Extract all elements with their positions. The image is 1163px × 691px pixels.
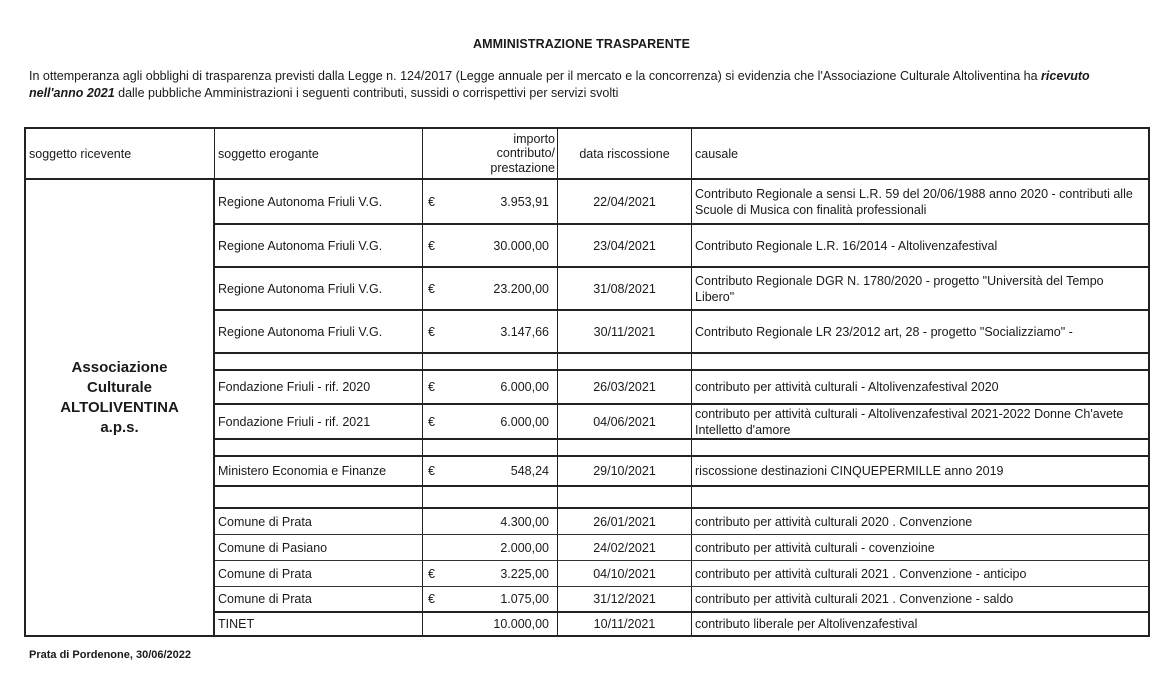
header-importo-line2: contributo/ [496,146,555,161]
table-row [215,561,1148,587]
table-row-spacer [215,440,1148,457]
cell-causale: Contributo Regionale L.R. 16/2014 - Altolivenzafestival [695,238,998,253]
cell-erogante: Comune di Prata [215,509,423,534]
cell-importo [423,268,558,309]
cell-erogante [215,440,423,455]
euro-symbol: € [428,592,435,606]
cell-causale: Contributo Regionale LR 23/2012 art, 28 - progetto "Socializziamo" - [695,324,1073,339]
recipient-cell [26,180,215,635]
table-row [215,405,1148,440]
cell-erogante: Comune di Prata [215,561,423,586]
cell-causale: riscossione destinazioni CINQUEPERMILLE anno 2019 [695,464,1004,478]
amount: 6.000,00 [500,414,549,429]
contributions-table [24,127,1150,637]
cell-causale: contributo liberale per Altolivenzafestival [695,617,918,631]
amount: 3.225,00 [500,566,549,581]
cell-causale: contributo per attività culturali - Altolivenzafestival 2021-2022 Donne Ch'avete Intelletto d'amore [695,406,1124,437]
cell-data: 24/02/2021 [558,535,692,560]
cell-erogante: Regione Autonoma Friuli V.G. [215,225,423,266]
cell-importo [423,311,558,352]
cell-causale: contributo per attività culturali - Altolivenzafestival 2020 [695,380,999,394]
recipient-line2: Culturale [86,378,152,396]
cell-data: 26/01/2021 [558,509,692,534]
cell-causale: contributo per attività culturali 2021 . Convenzione - saldo [695,592,1014,606]
euro-symbol: € [428,566,435,581]
header-importo-line3: prestazione [490,160,555,175]
header-importo-line1: importo [513,131,555,146]
intro-text: In ottemperanza agli obblighi di trasparenza previsti dalla Legge n. 124/2017 (Legge annuale per il mercato e la concorrenza) si evidenzia che l'Associazione Culturale Altoliventina ha [29,69,1042,83]
cell-erogante: Regione Autonoma Friuli V.G. [215,180,423,223]
cell-data [558,440,692,455]
cell-importo [423,225,558,266]
place-date-footer: Prata di Pordenone, 30/06/2022 [29,649,192,661]
euro-symbol: € [428,464,435,478]
cell-erogante [215,487,423,507]
cell-importo [423,487,558,507]
table-row [215,613,1148,635]
euro-symbol: € [428,380,435,394]
euro-symbol: € [428,281,435,296]
cell-causale: contributo per attività culturali 2021 . Convenzione - anticipo [695,566,1027,581]
cell-data: 31/12/2021 [558,587,692,611]
table-row [215,509,1148,535]
euro-symbol: € [428,414,435,429]
intro-paragraph [29,68,1139,102]
cell-data: 31/08/2021 [558,268,692,309]
amount: 4.300,00 [500,514,549,529]
table-row [215,457,1148,487]
cell-data: 22/04/2021 [558,180,692,223]
cell-erogante: Regione Autonoma Friuli V.G. [215,311,423,352]
header-erogante: soggetto erogante [215,129,423,180]
cell-importo [423,405,558,438]
cell-erogante: Comune di Prata [215,587,423,611]
cell-erogante [215,354,423,369]
cell-erogante: Regione Autonoma Friuli V.G. [215,268,423,309]
table-row [215,371,1148,405]
table-row-spacer [215,487,1148,509]
cell-data: 29/10/2021 [558,457,692,485]
table-row-spacer [215,354,1148,371]
header-ricevente: soggetto ricevente [26,129,215,180]
cell-importo [423,354,558,369]
euro-symbol: € [428,194,435,209]
page-title: AMMINISTRAZIONE TRASPARENTE [472,37,691,51]
amount: 3.147,66 [500,324,549,339]
cell-erogante: Fondazione Friuli - rif. 2021 [215,405,423,438]
header-importo [423,129,558,180]
table-row [215,268,1148,311]
amount: 3.953,91 [500,194,549,209]
cell-importo [423,180,558,223]
cell-importo [423,509,558,534]
cell-causale: Contributo Regionale a sensi L.R. 59 del 20/06/1988 anno 2020 - contributi alle Scuole di Musica con finalità professionali [695,186,1133,217]
amount: 2.000,00 [500,540,549,555]
table-row [215,225,1148,268]
recipient-line1: Associazione [71,358,168,376]
recipient-line3: ALTOLIVENTINA [60,398,179,416]
header-causale: causale [692,129,1148,180]
cell-importo [423,457,558,485]
cell-importo [423,535,558,560]
cell-erogante: Ministero Economia e Finanze [215,457,423,485]
cell-causale: contributo per attività culturali 2020 . Convenzione [695,514,973,529]
amount: 1.075,00 [500,592,549,606]
cell-importo [423,440,558,455]
table-row [215,180,1148,225]
cell-data: 10/11/2021 [558,613,692,635]
amount: 23.200,00 [493,281,549,296]
cell-causale: Contributo Regionale DGR N. 1780/2020 - progetto "Università del Tempo Libero" [695,273,1104,304]
cell-data: 04/10/2021 [558,561,692,586]
cell-data [558,354,692,369]
amount: 10.000,00 [493,617,549,631]
cell-causale [692,440,1148,455]
table-row [215,535,1148,561]
cell-erogante: Comune di Pasiano [215,535,423,560]
cell-causale [692,487,1148,507]
cell-importo [423,561,558,586]
cell-data: 04/06/2021 [558,405,692,438]
cell-data: 26/03/2021 [558,371,692,403]
cell-data: 23/04/2021 [558,225,692,266]
cell-data [558,487,692,507]
amount: 548,24 [510,464,549,478]
intro-text-end: dalle pubbliche Amministrazioni i seguenti contributi, sussidi o corrispettivi per servizi svolti [114,86,619,100]
cell-erogante: TINET [215,613,423,635]
cell-data: 30/11/2021 [558,311,692,352]
cell-causale: contributo per attività culturali - covenzioine [695,540,935,555]
cell-importo [423,587,558,611]
cell-erogante: Fondazione Friuli - rif. 2020 [215,371,423,403]
euro-symbol: € [428,238,435,253]
cell-importo [423,613,558,635]
amount: 6.000,00 [500,380,549,394]
table-row [215,311,1148,354]
intro-emphasis: ricevuto nell'anno 2021 [29,69,1090,100]
table-row [215,587,1148,613]
cell-causale [692,354,1148,369]
euro-symbol: € [428,324,435,339]
cell-importo [423,371,558,403]
header-data: data riscossione [558,129,692,180]
amount: 30.000,00 [493,238,549,253]
recipient-line4: a.p.s. [100,418,139,436]
